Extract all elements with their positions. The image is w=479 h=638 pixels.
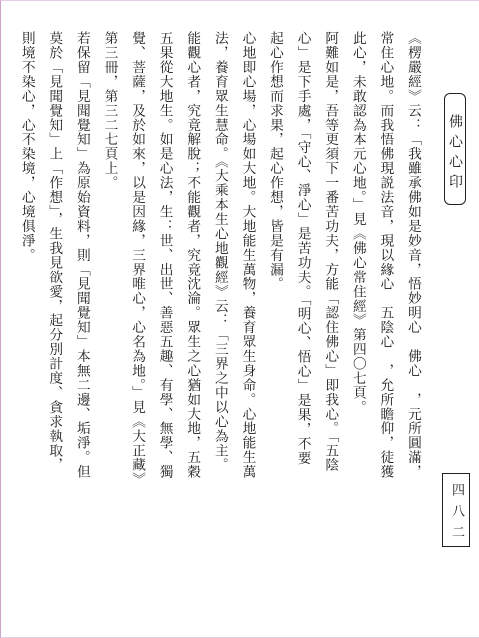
- text-column: 若保留「見聞覺知」為原始資料，則「見聞覺知」本無二邊、垢淨。但: [73, 31, 90, 479]
- text-column: 第三冊，第三二七頁上。: [101, 31, 118, 190]
- text-column: 五果從大地生。如是心法，生：世、出世、善惡五趣、有學、無學、獨: [156, 31, 173, 479]
- text-column: 此心，未敢認為本元心地。」見《佛心常住經》第四〇七頁。: [349, 31, 366, 415]
- text-column: 莫於「見聞覺知」上「作想」，生我見欲愛，起分別計度、貪求執取，: [46, 31, 63, 473]
- main-text-block: [12, 31, 426, 613]
- text-column: 法，養育眾生慧命。《大乘本生心地觀經》云：「三界之中以心為主。: [211, 31, 228, 473]
- text-column: 起心作想而求果，起心作想，皆是有漏。: [267, 31, 284, 292]
- text-column: 常住心地。而我悟佛現説法音，現以緣心 五陰心 ，允所瞻仰，徒獲: [377, 31, 394, 479]
- text-column: 心」是下手處，「守心、淨心」是苦功夫。「明心、悟心」是果，不要: [294, 31, 311, 466]
- text-column: 能觀心者，究竟解脫；不能觀者，究竟沈淪。眾生之心猶如大地，五穀: [184, 31, 201, 479]
- text-column: 則境不染心，心不染境，心境俱淨。: [18, 31, 35, 263]
- text-column: 心地即心場，心場如大地。大地能生萬物，養育眾生身命。心地能生萬: [239, 31, 256, 479]
- running-header-title: 佛心心印: [444, 93, 466, 205]
- text-column: 阿難如是，吾等更須下一番苦功夫，方能「認住佛心」即我心。「五陰: [322, 31, 339, 473]
- text-column: 《楞嚴經》云：「我雖承佛如是妙音，悟妙明心 佛心 ，元所圓滿，: [405, 31, 421, 479]
- text-column: 覺、菩薩，及於如來，以是因緣，三界唯心，心名為地。」見《大正藏》: [129, 31, 146, 487]
- page-number: 四八二: [442, 473, 470, 547]
